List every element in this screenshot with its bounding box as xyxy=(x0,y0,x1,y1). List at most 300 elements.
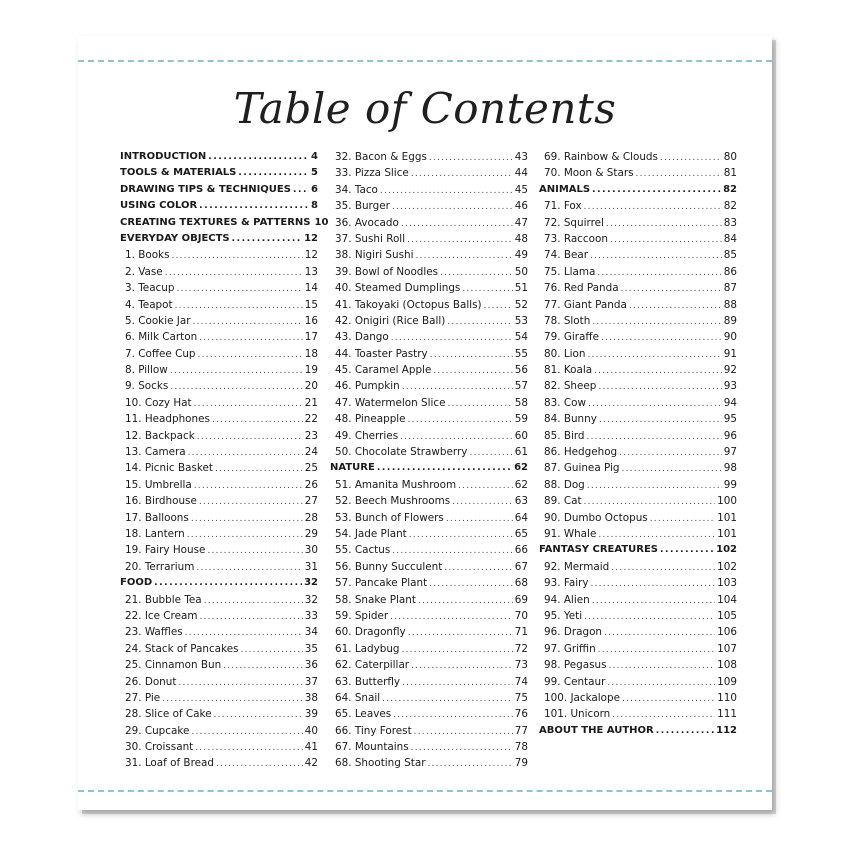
dot-leader xyxy=(208,149,309,165)
toc-page-number: 13 xyxy=(304,265,318,278)
toc-entry xyxy=(539,264,737,280)
dot-leader xyxy=(598,379,721,395)
dot-leader xyxy=(170,379,302,395)
dot-leader xyxy=(592,593,715,609)
toc-page-number: 99 xyxy=(723,478,737,491)
toc-entry-label: 25. Cinnamon Bun xyxy=(125,659,222,672)
toc-page-number: 102 xyxy=(716,544,737,556)
toc-entry-label: 95. Yeti xyxy=(544,609,583,622)
toc-page-number: 18 xyxy=(304,347,318,360)
dot-leader xyxy=(469,445,512,461)
toc-page-number: 63 xyxy=(514,495,528,508)
toc-entry xyxy=(120,641,318,657)
toc-section-entry xyxy=(539,723,737,739)
dot-leader xyxy=(411,166,513,182)
dot-leader xyxy=(408,412,513,428)
toc-page-number: 36 xyxy=(304,659,318,672)
dot-leader xyxy=(660,542,714,558)
toc-page-number: 97 xyxy=(723,446,737,459)
dot-leader xyxy=(611,560,715,576)
toc-page-number: 23 xyxy=(304,429,318,442)
toc-entry xyxy=(330,510,528,526)
toc-entry-label: 85. Bird xyxy=(544,429,585,442)
toc-entry-label: 30. Croissant xyxy=(125,741,194,754)
dot-leader xyxy=(446,511,513,527)
toc-entry-label: 33. Pizza Slice xyxy=(335,167,409,180)
toc-page-number: 77 xyxy=(514,724,528,737)
toc-entry xyxy=(539,231,737,247)
toc-column-1 xyxy=(120,149,329,772)
toc-entry xyxy=(539,395,737,411)
toc-entry xyxy=(330,395,528,411)
toc-page-number: 32 xyxy=(304,593,318,606)
toc-page-number: 85 xyxy=(723,249,737,262)
dot-leader xyxy=(194,478,303,494)
dot-leader xyxy=(587,429,722,445)
top-dashed-divider xyxy=(78,60,772,62)
dot-leader xyxy=(390,609,513,625)
toc-entry xyxy=(330,182,528,198)
toc-entry xyxy=(120,592,318,608)
toc-entry-label: 70. Moon & Stars xyxy=(544,167,634,180)
toc-page-number: 19 xyxy=(304,364,318,377)
dot-leader xyxy=(440,265,513,281)
toc-entry xyxy=(539,198,737,214)
toc-entry xyxy=(330,215,528,231)
dot-leader xyxy=(216,756,303,772)
toc-page-number: 91 xyxy=(723,347,737,360)
dot-leader xyxy=(588,396,722,412)
toc-page-number: 41 xyxy=(304,741,318,754)
toc-page-number: 50 xyxy=(514,265,528,278)
toc-entry-label: 17. Balloons xyxy=(125,511,189,524)
toc-page-number: 98 xyxy=(723,462,737,475)
toc-entry-label: ABOUT THE AUTHOR xyxy=(539,724,654,736)
dot-leader xyxy=(660,150,722,166)
toc-entry-label: 82. Sheep xyxy=(544,380,597,393)
toc-entry xyxy=(539,329,737,345)
dot-leader xyxy=(591,576,716,592)
toc-entry xyxy=(330,165,528,181)
toc-entry xyxy=(539,247,737,263)
dot-leader xyxy=(199,494,303,510)
toc-entry-label: 36. Avocado xyxy=(335,216,399,229)
toc-page-number: 69 xyxy=(514,593,528,606)
toc-entry xyxy=(539,674,737,690)
toc-entry xyxy=(330,723,528,739)
toc-entry xyxy=(120,477,318,493)
dot-leader xyxy=(609,658,716,674)
dot-leader xyxy=(232,231,302,247)
dot-leader xyxy=(414,724,513,740)
toc-page xyxy=(78,36,772,810)
dot-leader xyxy=(601,330,722,346)
toc-entry xyxy=(330,149,528,165)
toc-entry xyxy=(330,526,528,542)
toc-page-number: 96 xyxy=(723,429,737,442)
toc-entry xyxy=(120,280,318,296)
toc-entry xyxy=(330,690,528,706)
toc-entry-label: 9. Socks xyxy=(125,380,169,393)
dot-leader xyxy=(411,658,513,674)
toc-entry-label: 46. Pumpkin xyxy=(335,380,400,393)
toc-entry-label: 6. Milk Carton xyxy=(125,331,198,344)
toc-page-number: 87 xyxy=(723,282,737,295)
dot-leader xyxy=(207,543,302,559)
toc-entry-label: 74. Bear xyxy=(544,249,588,262)
toc-entry-label: 89. Cat xyxy=(544,495,582,508)
dot-leader xyxy=(178,675,302,691)
toc-entry-label: 97. Griffin xyxy=(544,642,596,655)
dot-leader xyxy=(215,461,303,477)
toc-page-number: 73 xyxy=(514,659,528,672)
toc-page-number: 72 xyxy=(514,642,528,655)
toc-page-number: 112 xyxy=(716,724,737,736)
toc-page-number: 78 xyxy=(514,741,528,754)
toc-page-number: 59 xyxy=(514,413,528,426)
dot-leader xyxy=(188,445,303,461)
toc-section-entry xyxy=(330,460,528,476)
toc-entry-label: 61. Ladybug xyxy=(335,642,400,655)
toc-entry-label: 56. Bunny Succulent xyxy=(335,560,443,573)
toc-entry xyxy=(539,313,737,329)
page-title: Table of Contents xyxy=(233,84,617,133)
toc-entry xyxy=(330,411,528,427)
toc-entry-label: 90. Dumbo Octopus xyxy=(544,511,648,524)
toc-entry-label: 76. Red Panda xyxy=(544,282,619,295)
dot-leader xyxy=(584,494,716,510)
dot-leader xyxy=(199,198,309,214)
dot-leader xyxy=(621,281,722,297)
toc-entry xyxy=(539,706,737,722)
toc-entry xyxy=(539,657,737,673)
toc-column-3 xyxy=(539,149,737,739)
dot-leader xyxy=(400,429,513,445)
toc-entry-label: 12. Backpack xyxy=(125,429,195,442)
dot-leader xyxy=(204,593,303,609)
toc-entry xyxy=(120,378,318,394)
toc-entry-label: 86. Hedgehog xyxy=(544,446,618,459)
toc-entry-label: 48. Pineapple xyxy=(335,413,406,426)
toc-entry-label: 51. Amanita Mushroom xyxy=(335,478,457,491)
toc-entry-label: 15. Umbrella xyxy=(125,478,192,491)
toc-page-number: 25 xyxy=(304,462,318,475)
toc-entry-label: 52. Beech Mushrooms xyxy=(335,495,451,508)
dot-leader xyxy=(584,609,715,625)
toc-section-entry xyxy=(120,215,329,231)
toc-page-number: 10 xyxy=(314,216,329,228)
toc-entry xyxy=(330,428,528,444)
toc-entry xyxy=(330,346,528,362)
toc-page-number: 6 xyxy=(311,183,318,195)
toc-section-entry xyxy=(539,182,737,198)
toc-page-number: 89 xyxy=(723,314,737,327)
toc-page-number: 49 xyxy=(514,249,528,262)
toc-entry xyxy=(330,624,528,640)
toc-entry-label: INTRODUCTION xyxy=(120,151,207,162)
toc-entry-label: 44. Toaster Pastry xyxy=(335,347,428,360)
toc-entry-label: 57. Pancake Plant xyxy=(335,577,428,590)
toc-page-number: 56 xyxy=(514,364,528,377)
toc-entry-label: 8. Pillow xyxy=(125,364,168,377)
dot-leader xyxy=(408,625,513,641)
toc-entry xyxy=(539,378,737,394)
toc-page-number: 86 xyxy=(723,265,737,278)
toc-page-number: 32 xyxy=(304,577,318,589)
toc-page-number: 42 xyxy=(304,757,318,770)
toc-entry-label: 64. Snail xyxy=(335,691,381,704)
dot-leader xyxy=(293,182,309,198)
toc-entry-label: 11. Headphones xyxy=(125,413,210,426)
toc-page-number: 12 xyxy=(304,232,318,244)
toc-entry-label: 71. Fox xyxy=(544,200,582,213)
toc-entry-label: 22. Ice Cream xyxy=(125,609,198,622)
dot-leader xyxy=(393,707,513,723)
bottom-dashed-divider xyxy=(78,790,772,792)
toc-page-number: 39 xyxy=(304,708,318,721)
toc-entry xyxy=(120,674,318,690)
toc-entry-label: 98. Pegasus xyxy=(544,659,607,672)
toc-page-number: 92 xyxy=(723,364,737,377)
toc-page-number: 88 xyxy=(723,298,737,311)
toc-page-number: 64 xyxy=(514,511,528,524)
toc-entry xyxy=(539,149,737,165)
dot-leader xyxy=(165,265,303,281)
toc-entry-label: 20. Terrarium xyxy=(125,560,195,573)
toc-page-number: 20 xyxy=(304,380,318,393)
toc-entry xyxy=(330,313,528,329)
toc-page-number: 71 xyxy=(514,626,528,639)
toc-entry xyxy=(330,542,528,558)
toc-entry-label: 54. Jade Plant xyxy=(335,527,407,540)
toc-page-number: 83 xyxy=(723,216,737,229)
toc-entry xyxy=(539,690,737,706)
toc-entry-label: 99. Centaur xyxy=(544,675,606,688)
toc-page-number: 58 xyxy=(514,396,528,409)
dot-leader xyxy=(212,412,303,428)
toc-entry-label: 77. Giant Panda xyxy=(544,298,627,311)
toc-page-number: 5 xyxy=(311,167,318,179)
toc-entry xyxy=(539,165,737,181)
toc-page-number: 21 xyxy=(304,396,318,409)
toc-entry xyxy=(330,493,528,509)
toc-entry-label: 94. Alien xyxy=(544,593,590,606)
toc-entry xyxy=(120,739,318,755)
toc-entry-label: 39. Bowl of Noodles xyxy=(335,265,439,278)
toc-page-number: 95 xyxy=(723,413,737,426)
toc-page-number: 47 xyxy=(514,216,528,229)
toc-page-number: 108 xyxy=(717,659,737,672)
toc-entry-label: 58. Snake Plant xyxy=(335,593,416,606)
toc-page-number: 82 xyxy=(723,183,737,195)
dot-leader xyxy=(590,248,722,264)
dot-leader xyxy=(407,232,513,248)
toc-entry-label: 55. Cactus xyxy=(335,544,391,557)
toc-entry-label: 96. Dragon xyxy=(544,626,603,639)
dot-leader xyxy=(382,691,513,707)
toc-entry xyxy=(120,657,318,673)
toc-entry xyxy=(120,542,318,558)
toc-page-number: 33 xyxy=(304,609,318,622)
toc-entry-label: 75. Llama xyxy=(544,265,596,278)
toc-entry xyxy=(330,739,528,755)
toc-entry xyxy=(539,362,737,378)
toc-entry xyxy=(120,264,318,280)
toc-page-number: 102 xyxy=(717,560,737,573)
dot-leader xyxy=(241,642,303,658)
dot-leader xyxy=(619,445,722,461)
toc-entry-label: 27. Pie xyxy=(125,691,161,704)
toc-page-number: 12 xyxy=(304,249,318,262)
toc-entry xyxy=(330,608,528,624)
toc-entry xyxy=(330,264,528,280)
toc-entry xyxy=(539,444,737,460)
toc-entry-label: 37. Sushi Roll xyxy=(335,232,406,245)
toc-page-number: 40 xyxy=(304,724,318,737)
toc-entry-label: 4. Teapot xyxy=(125,298,173,311)
toc-page-number: 93 xyxy=(723,380,737,393)
toc-entry xyxy=(120,460,318,476)
dot-leader xyxy=(452,494,513,510)
toc-section-entry xyxy=(120,182,318,198)
toc-entry xyxy=(330,231,528,247)
dot-leader xyxy=(592,182,721,198)
dot-leader xyxy=(196,560,302,576)
toc-entry-label: 43. Dango xyxy=(335,331,389,344)
toc-page-number: 84 xyxy=(723,232,737,245)
toc-entry-label: 60. Dragonfly xyxy=(335,626,406,639)
toc-entry-label: 19. Fairy House xyxy=(125,544,206,557)
dot-leader xyxy=(427,756,512,772)
toc-entry-label: 7. Coffee Cup xyxy=(125,347,196,360)
dot-leader xyxy=(162,691,303,707)
dot-leader xyxy=(191,511,303,527)
toc-entry xyxy=(330,674,528,690)
toc-page-number: 29 xyxy=(304,527,318,540)
dot-leader xyxy=(185,625,303,641)
toc-entry xyxy=(539,575,737,591)
toc-entry xyxy=(120,346,318,362)
toc-page-number: 76 xyxy=(514,708,528,721)
toc-entry xyxy=(539,608,737,624)
toc-page-number: 109 xyxy=(717,675,737,688)
toc-page-number: 31 xyxy=(304,560,318,573)
dot-leader xyxy=(176,281,302,297)
dot-leader xyxy=(402,379,513,395)
toc-entry-label: 67. Mountains xyxy=(335,741,409,754)
toc-entry-label: 49. Cherries xyxy=(335,429,399,442)
toc-page-number: 46 xyxy=(514,200,528,213)
toc-entry-label: CREATING TEXTURES & PATTERNS xyxy=(120,216,311,228)
toc-entry xyxy=(330,657,528,673)
toc-page-number: 55 xyxy=(514,347,528,360)
toc-page-number: 62 xyxy=(514,478,528,491)
dot-leader xyxy=(444,560,512,576)
dot-leader xyxy=(656,723,714,739)
toc-entry xyxy=(539,493,737,509)
toc-section-entry xyxy=(120,165,318,181)
toc-entry xyxy=(539,641,737,657)
dot-leader xyxy=(401,216,513,232)
toc-section-entry xyxy=(539,542,737,558)
toc-entry xyxy=(120,493,318,509)
toc-page-number: 37 xyxy=(304,675,318,688)
toc-entry-label: 88. Dog xyxy=(544,478,585,491)
toc-page-number: 57 xyxy=(514,380,528,393)
toc-page-number: 44 xyxy=(514,167,528,180)
toc-entry-label: 28. Slice of Cake xyxy=(125,708,212,721)
dot-leader xyxy=(607,675,715,691)
dot-leader xyxy=(172,248,303,264)
toc-entry-label: NATURE xyxy=(330,462,375,474)
toc-entry-label: 2. Vase xyxy=(125,265,163,278)
toc-page-number: 16 xyxy=(304,314,318,327)
dot-leader xyxy=(187,527,303,543)
toc-entry xyxy=(120,362,318,378)
toc-entry-label: FANTASY CREATURES xyxy=(539,544,659,556)
dot-leader xyxy=(598,527,715,543)
dot-leader xyxy=(597,265,721,281)
dot-leader xyxy=(458,478,513,494)
toc-page-number: 45 xyxy=(514,183,528,196)
toc-entry-label: 73. Raccoon xyxy=(544,232,608,245)
toc-entry xyxy=(120,690,318,706)
dot-leader xyxy=(416,248,513,264)
dot-leader xyxy=(391,330,513,346)
toc-entry xyxy=(120,247,318,263)
toc-entry xyxy=(120,723,318,739)
toc-entry xyxy=(539,526,737,542)
toc-page-number: 110 xyxy=(717,691,737,704)
toc-entry-label: ANIMALS xyxy=(539,183,591,195)
toc-entry-label: 1. Books xyxy=(125,249,170,262)
toc-entry xyxy=(120,313,318,329)
toc-page-number: 30 xyxy=(304,544,318,557)
toc-entry-label: 69. Rainbow & Clouds xyxy=(544,151,658,163)
dot-leader xyxy=(409,527,513,543)
toc-entry-label: 84. Bunny xyxy=(544,413,597,426)
toc-entry xyxy=(330,592,528,608)
toc-page-number: 80 xyxy=(723,151,737,163)
toc-entry-label: 34. Taco xyxy=(335,183,378,196)
toc-section-entry xyxy=(120,198,318,214)
toc-entry-label: 62. Caterpillar xyxy=(335,659,410,672)
dot-leader xyxy=(392,199,513,215)
dot-leader xyxy=(599,412,722,428)
toc-entry xyxy=(120,395,318,411)
toc-entry-label: 100. Jackalope xyxy=(544,691,621,704)
toc-entry-label: 5. Cookie Jar xyxy=(125,314,191,327)
dot-leader xyxy=(584,199,722,215)
toc-section-entry xyxy=(120,149,318,165)
toc-entry-label: EVERYDAY OBJECTS xyxy=(120,232,230,244)
dot-leader xyxy=(418,593,513,609)
dot-leader xyxy=(622,461,722,477)
toc-entry xyxy=(539,280,737,296)
toc-entry-label: 35. Burger xyxy=(335,200,390,213)
toc-entry xyxy=(539,592,737,608)
dot-leader xyxy=(629,298,722,314)
dot-leader xyxy=(223,658,303,674)
toc-entry xyxy=(330,641,528,657)
toc-entry-label: 14. Picnic Basket xyxy=(125,462,213,475)
dot-leader xyxy=(429,150,513,166)
dot-leader xyxy=(402,675,513,691)
dot-leader xyxy=(587,347,721,363)
toc-page-number: 107 xyxy=(717,642,737,655)
dot-leader xyxy=(636,166,722,182)
toc-entry-label: 3. Teacup xyxy=(125,282,175,295)
